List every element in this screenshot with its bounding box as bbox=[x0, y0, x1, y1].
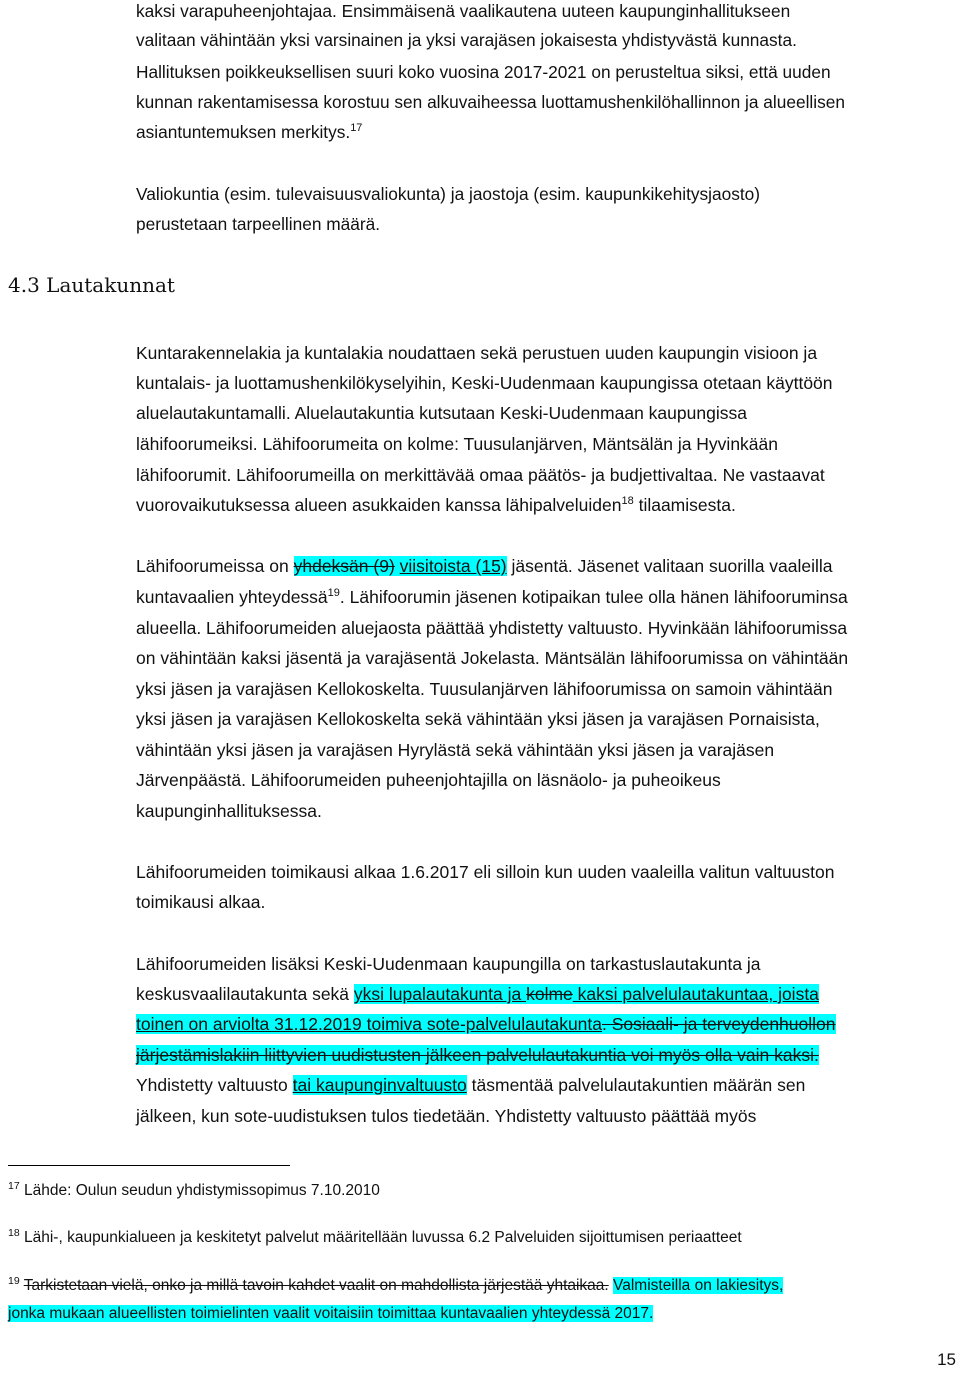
inserted-text: viisitoista (15) bbox=[399, 556, 507, 576]
boards-line: kuntalais- ja luottamushenkilökyselyihin, Keski-Uudenmaan kaupungissa otetaan käyttöön bbox=[136, 373, 833, 393]
boards-line-last: vuorovaikutuksessa alueen asukkaiden kanssa lähipalveluiden$^{18}$ tilaamisesta. bbox=[136, 495, 736, 515]
deleted-text: . Sosiaali- ja terveydenhuollon bbox=[602, 1014, 836, 1034]
deleted-text: järjestämislakiin liittyvien uudistusten jälkeen palvelulautakuntia voi myös olla vain kaksi. bbox=[136, 1045, 819, 1065]
committees-line: perustetaan tarpeellinen määrä. bbox=[136, 214, 381, 234]
inserted-text: Valmisteilla on lakiesitys, bbox=[613, 1277, 784, 1294]
members-line-1: Lähifoorumeissa on yhdeksän (9) viisitoista (15) jäsentä. Jäsenet valitaan suorilla vaaleilla bbox=[136, 556, 833, 576]
intro-line: kunnan rakentamisessa korostuu sen alkuvaiheessa luottamushenkilöhallinnon ja alueellisen bbox=[136, 92, 845, 112]
term-line: Lähifoorumeiden toimikausi alkaa 1.6.2017 eli silloin kun uuden vaaleilla valitun valtuuston bbox=[136, 862, 835, 882]
footnote-separator bbox=[8, 1165, 290, 1166]
footnote-17: $^{17}$ Lähde: Oulun seudun yhdistymissopimus 7.10.2010 bbox=[8, 1179, 380, 1199]
page-number: 15 bbox=[937, 1350, 956, 1369]
section-heading: 4.3 Lautakunnat bbox=[8, 273, 175, 297]
intro-line-last: asiantuntemuksen merkitys.$^{17}$ bbox=[136, 122, 363, 142]
members-line: kaupunginhallituksessa. bbox=[136, 801, 322, 821]
other-boards-line-5: Yhdistetty valtuusto tai kaupunginvaltuusto täsmentää palvelulautakuntien määrän sen bbox=[136, 1075, 806, 1095]
inserted-text: kaksi palvelulautakuntaa, joista bbox=[572, 984, 819, 1004]
other-boards-line: jälkeen, kun sote-uudistuksen tulos tiedetään. Yhdistetty valtuusto päättää myös bbox=[136, 1106, 757, 1126]
members-line: yksi jäsen ja varajäsen Kellokoskelta. Tuusulanjärven lähifoorumissa on samoin vähintään bbox=[136, 679, 833, 699]
footnote-ref-18[interactable]: 18 bbox=[621, 495, 634, 508]
inserted-text: jonka mukaan alueellisten toimielinten vaalit voitaisiin toimittaa kuntavaalien yhteydessä 2017. bbox=[8, 1305, 654, 1322]
boards-line: lähifoorumit. Lähifoorumeilla on merkittävää omaa päätös- ja budjettivaltaa. Ne vastaavat bbox=[136, 465, 825, 485]
committees-line: Valiokuntia (esim. tulevaisuusvaliokunta) ja jaostoja (esim. kaupunkikehitysjaosto) bbox=[136, 184, 761, 204]
other-boards-line-4 bbox=[136, 1044, 819, 1066]
footnote-19-line-1: $^{19}$ Tarkistetaan vielä, onko ja millä tavoin kahdet vaalit on mahdollista järjestää yhtaikaa. Valmisteilla on lakiesitys, bbox=[8, 1274, 784, 1294]
deleted-text: yhdeksän (9) bbox=[293, 556, 395, 576]
term-line: toimikausi alkaa. bbox=[136, 892, 266, 912]
intro-line: Hallituksen poikkeuksellisen suuri koko vuosina 2017-2021 on perusteltua siksi, että uuden bbox=[136, 62, 831, 82]
footnote-19-line-2 bbox=[8, 1304, 653, 1324]
other-boards-line: Lähifoorumeiden lisäksi Keski-Uudenmaan kaupungilla on tarkastuslautakunta ja bbox=[136, 954, 761, 974]
intro-line: valitaan vähintään yksi varsinainen ja yksi varajäsen jokaisesta yhdistyvästä kunnasta. bbox=[136, 30, 797, 50]
intro-line: kaksi varapuheenjohtajaa. Ensimmäisenä vaalikautena uuteen kaupunginhallitukseen bbox=[136, 1, 791, 21]
inserted-text: yksi lupalautakunta ja bbox=[353, 984, 527, 1004]
members-line: Järvenpäästä. Lähifoorumeiden puheenjohtajilla on läsnäolo- ja puheoikeus bbox=[136, 770, 721, 790]
members-line: yksi jäsen ja varajäsen Kellokoskelta sekä vähintään yksi jäsen ja varajäsen Pornaisista, bbox=[136, 709, 820, 729]
other-boards-line-2: keskusvaalilautakunta sekä yksi lupalautakunta ja kolme kaksi palvelulautakuntaa, joista bbox=[136, 984, 819, 1004]
footnote-ref-17[interactable]: 17 bbox=[350, 122, 363, 135]
other-boards-line-3 bbox=[136, 1013, 836, 1035]
footnote-ref-19[interactable]: 19 bbox=[327, 587, 340, 600]
inserted-text: toinen on arviolta 31.12.2019 toimiva sote-palvelulautakunta bbox=[136, 1014, 603, 1034]
boards-line: aluelautakuntamalli. Aluelautakuntia kutsutaan Keski-Uudenmaan kaupungissa bbox=[136, 403, 747, 423]
members-line: on vähintään kaksi jäsentä ja varajäsentä Jokelasta. Mäntsälän lähifoorumissa on vähintään bbox=[136, 648, 849, 668]
members-line-2: kuntavaalien yhteydessä$^{19}$. Lähifoorumin jäsenen kotipaikan tulee olla hänen lähifooruminsa bbox=[136, 587, 848, 607]
members-line: vähintään yksi jäsen ja varajäsen Hyrylästä sekä vähintään yksi jäsen ja varajäsen bbox=[136, 740, 775, 760]
boards-line: lähifoorumeiksi. Lähifoorumeita on kolme: Tuusulanjärven, Mäntsälän ja Hyvinkään bbox=[136, 434, 779, 454]
inserted-text: tai kaupunginvaltuusto bbox=[292, 1075, 467, 1095]
deleted-text: Tarkistetaan vielä, onko ja millä tavoin kahdet vaalit on mahdollista järjestää yhtaikaa. bbox=[23, 1277, 609, 1294]
members-line: alueella. Lähifoorumeiden aluejaosta päättää yhdistetty valtuusto. Hyvinkään lähifoorumissa bbox=[136, 618, 848, 638]
deleted-text: kolme bbox=[526, 984, 573, 1004]
footnote-18: $^{18}$ Lähi-, kaupunkialueen ja keskitetyt palvelut määritellään luvussa 6.2 Palveluiden sijoittumisen periaatteet bbox=[8, 1226, 742, 1246]
boards-line: Kuntarakennelakia ja kuntalakia noudattaen sekä perustuen uuden kaupungin visioon ja bbox=[136, 343, 818, 363]
